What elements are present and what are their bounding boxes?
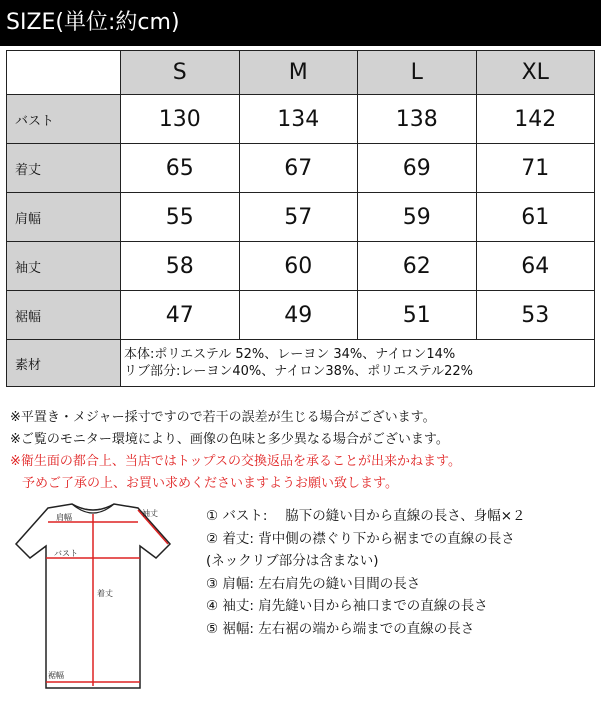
table-row <box>7 193 595 242</box>
measurement-legend <box>206 505 526 640</box>
material-row <box>7 340 595 387</box>
material-text <box>121 340 595 387</box>
table-cell: 62 <box>358 242 477 291</box>
size-header-row <box>7 51 595 95</box>
table-cell: 57 <box>239 193 358 242</box>
size-header-xl: XL <box>476 51 595 95</box>
table-cell: 49 <box>239 291 358 340</box>
table-cell: 64 <box>476 242 595 291</box>
size-header-m: M <box>239 51 358 95</box>
table-cell: 138 <box>358 95 477 144</box>
table-cell: 59 <box>358 193 477 242</box>
row-label-sleeve: 袖丈 <box>7 242 121 291</box>
diagram-label-hem: 裾幅 <box>48 671 64 680</box>
table-cell: 47 <box>121 291 240 340</box>
legend-bust: ① バスト: 脇下の縫い目から直線の長さ、身幅×２ <box>206 508 526 524</box>
diagram-label-bust: バスト <box>54 549 78 558</box>
row-label-length: 着丈 <box>7 144 121 193</box>
table-cell: 67 <box>239 144 358 193</box>
table-cell: 69 <box>358 144 477 193</box>
table-cell: 71 <box>476 144 595 193</box>
note-monitor-color: ※ご覧のモニター環境により、画像の色味と多少異なる場合がございます。 <box>10 432 449 447</box>
legend-hem: ⑤ 裾幅: 左右裾の端から端までの直線の長さ <box>206 620 475 637</box>
table-cell: 134 <box>239 95 358 144</box>
material-line-rib: リブ部分:レーヨン40%、ナイロン38%、ポリエステル22% <box>124 364 473 379</box>
table-cell: 65 <box>121 144 240 193</box>
legend-length-note: (ネックリブ部分は含まない) <box>206 553 379 569</box>
table-row <box>7 144 595 193</box>
diagram-label-shoulder: 肩幅 <box>56 513 72 522</box>
note-acknowledge: 予めご了承の上、お買い求めくださいますようお願い致します。 <box>22 476 398 491</box>
table-cell: 61 <box>476 193 595 242</box>
notes <box>10 407 461 495</box>
table-cell: 142 <box>476 95 595 144</box>
table-row <box>7 242 595 291</box>
tshirt-measurement-diagram <box>8 500 178 695</box>
size-table <box>6 50 595 387</box>
corner-cell <box>7 51 121 95</box>
legend-shoulder: ③ 肩幅: 左右肩先の縫い目間の長さ <box>206 575 421 592</box>
material-line-body: 本体:ポリエステル 52%、レーヨン 34%、ナイロン14% <box>124 347 456 362</box>
page-title: SIZE(単位:約cm) <box>0 0 601 46</box>
table-cell: 60 <box>239 242 358 291</box>
row-label-shoulder: 肩幅 <box>7 193 121 242</box>
row-label-material: 素材 <box>7 340 121 387</box>
table-cell: 130 <box>121 95 240 144</box>
diagram-label-length: 着丈 <box>97 589 113 598</box>
table-cell: 55 <box>121 193 240 242</box>
note-no-returns: ※衛生面の都合上、当店ではトップスの交換返品を承ることが出来かねます。 <box>10 454 461 469</box>
size-header-l: L <box>358 51 477 95</box>
diagram-label-sleeve: 袖丈 <box>142 509 158 518</box>
table-cell: 51 <box>358 291 477 340</box>
table-row <box>7 95 595 144</box>
legend-sleeve: ④ 袖丈: 肩先縫い目から袖口までの直線の長さ <box>206 598 488 614</box>
table-row <box>7 291 595 340</box>
legend-length: ② 着丈: 背中側の襟ぐり下から裾までの直線の長さ <box>206 530 515 547</box>
row-label-hem: 裾幅 <box>7 291 121 340</box>
table-cell: 58 <box>121 242 240 291</box>
table-cell: 53 <box>476 291 595 340</box>
size-header-s: S <box>121 51 240 95</box>
row-label-bust: バスト <box>7 95 121 144</box>
note-error-margin: ※平置き・メジャー採寸ですので若干の誤差が生じる場合がございます。 <box>10 410 436 425</box>
